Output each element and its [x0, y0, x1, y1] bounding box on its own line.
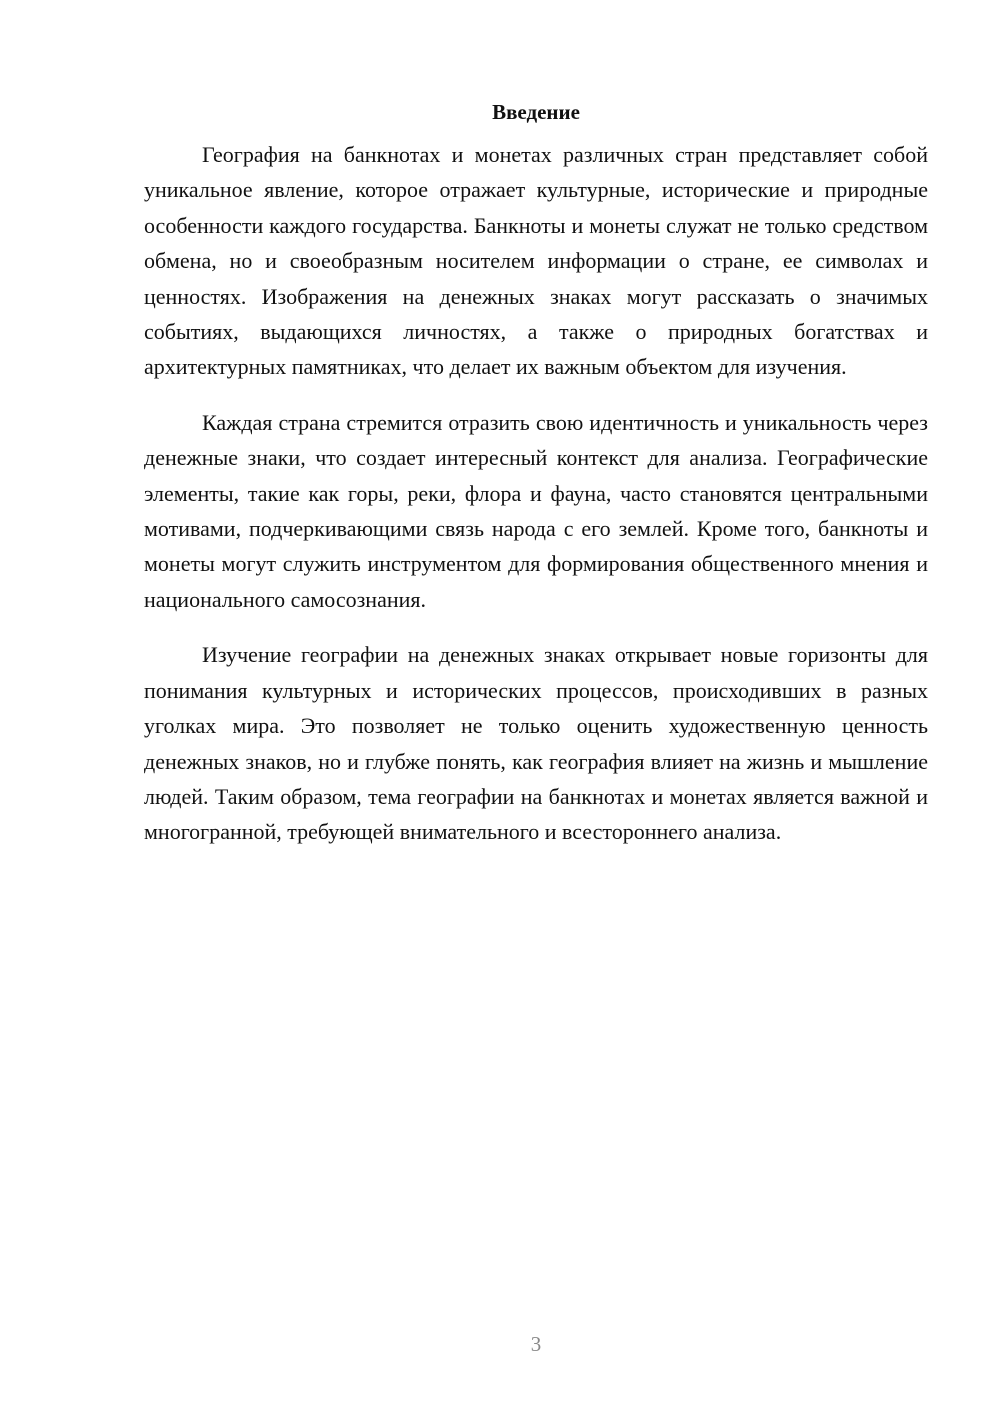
paragraph-2: Каждая страна стремится отразить свою идентичность и уникальность через денежные знаки, что создает интересный контекст для анализа. Географические элементы, такие как горы, реки, флора и фауна, часто становятся центральными мотивами, подчеркивающими связь народа с его землей. Кроме того, банкноты и монеты могут служить инструментом для формирования общественного мнения и национального самосознания. — [144, 409, 928, 612]
paragraph-1: География на банкнотах и монетах различных стран представляет собой уникальное явление, которое отражает культурные, исторические и природные особенности каждого государства. Банкноты и монеты служат не только средством обмена, но и своеобразным носителем информации о стране, ее символах и ценностях. Изображения на денежных знаках могут рассказать о значимых событиях, выдающихся личностях, а также о природных богатствах и архитектурных памятниках, что делает их важным объектом для изучения. — [144, 142, 928, 380]
section-title: Введение — [492, 100, 580, 124]
page-content — [144, 96, 928, 850]
paragraph-3: Изучение географии на денежных знаках открывает новые горизонты для понимания культурных и исторических процессов, происходивших в разных уголках мира. Это позволяет не только оценить художественную ценность денежных знаков, но и глубже понять, как география влияет на жизнь и мышление людей. Таким образом, тема географии на банкнотах и монетах является важной и многогранной, требующей внимательного и всестороннего анализа. — [144, 642, 928, 845]
page-number: 3 — [530, 1332, 542, 1356]
